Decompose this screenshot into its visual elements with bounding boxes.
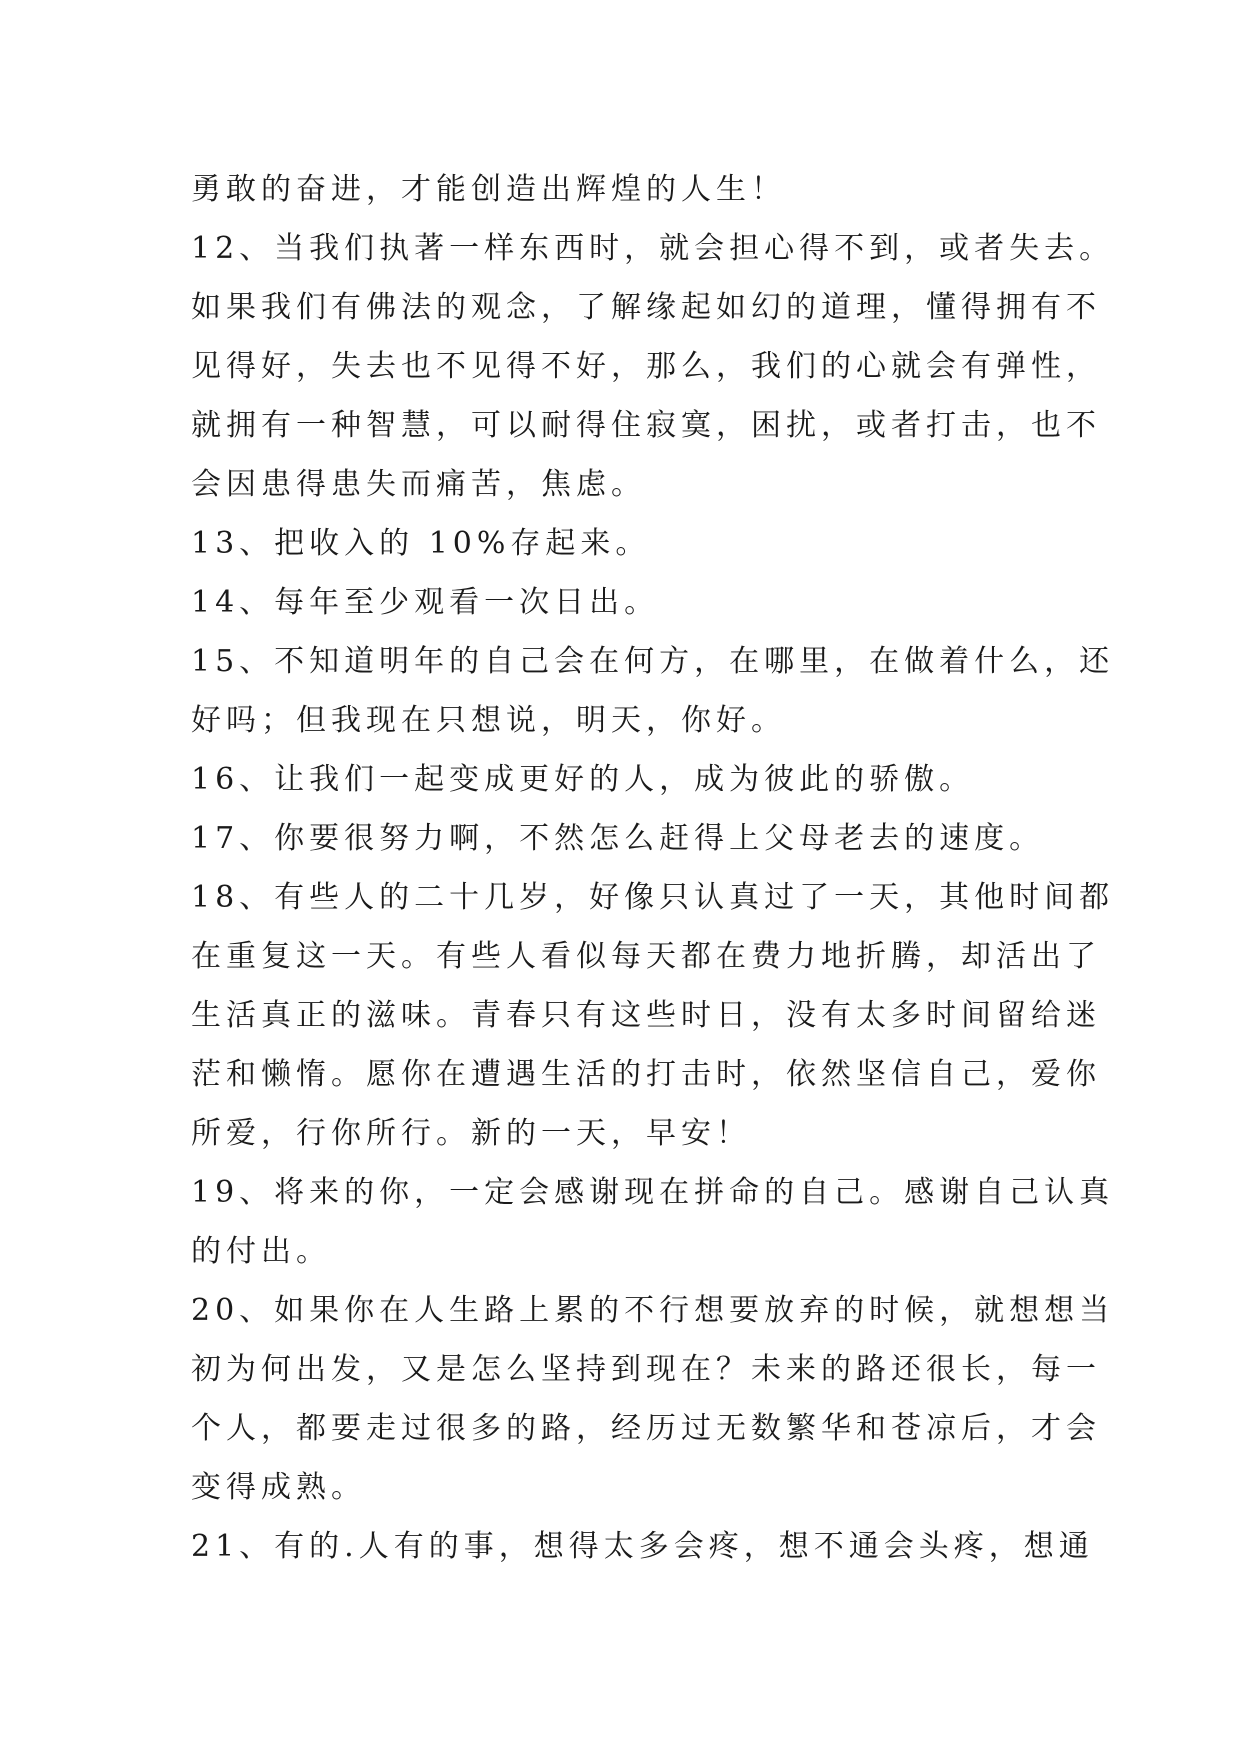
text-line: 在重复这一天。有些人看似每天都在费力地折腾，却活出了	[191, 939, 1101, 974]
text-line: 好吗；但我现在只想说，明天，你好。	[191, 703, 786, 738]
text-line: 所爱，行你所行。新的一天，早安！	[191, 1116, 751, 1151]
text-line: 勇敢的奋进，才能创造出辉煌的人生！	[191, 172, 786, 207]
text-line: 见得好，失去也不见得不好，那么，我们的心就会有弹性，	[191, 349, 1101, 384]
text-line: 20、如果你在人生路上累的不行想要放弃的时候，就想想当	[191, 1293, 1115, 1328]
text-line: 17、你要很努力啊，不然怎么赶得上父母老去的速度。	[191, 821, 1045, 856]
text-line: 茫和懒惰。愿你在遭遇生活的打击时，依然坚信自己，爱你	[191, 1057, 1101, 1092]
text-line: 13、把收入的 10%存起来。	[191, 526, 651, 561]
text-line: 19、将来的你，一定会感谢现在拼命的自己。感谢自己认真	[191, 1175, 1115, 1210]
text-line: 12、当我们执著一样东西时，就会担心得不到，或者失去。	[191, 231, 1115, 266]
text-line: 14、每年至少观看一次日出。	[191, 585, 660, 620]
text-line: 变得成熟。	[191, 1470, 366, 1505]
text-line: 个人，都要走过很多的路，经历过无数繁华和苍凉后，才会	[191, 1411, 1101, 1446]
text-line: 18、有些人的二十几岁，好像只认真过了一天，其他时间都	[191, 880, 1115, 915]
text-line: 16、让我们一起变成更好的人，成为彼此的骄傲。	[191, 762, 975, 797]
text-line: 初为何出发，又是怎么坚持到现在？未来的路还很长，每一	[191, 1352, 1101, 1387]
text-line: 生活真正的滋味。青春只有这些时日，没有太多时间留给迷	[191, 998, 1101, 1033]
text-line: 会因患得患失而痛苦，焦虑。	[191, 467, 646, 502]
text-line: 21、有的.人有的事，想得太多会疼，想不通会头疼，想通	[191, 1529, 1094, 1564]
text-line: 就拥有一种智慧，可以耐得住寂寞，困扰，或者打击，也不	[191, 408, 1101, 443]
text-line: 如果我们有佛法的观念，了解缘起如幻的道理，懂得拥有不	[191, 290, 1101, 325]
text-line: 15、不知道明年的自己会在何方，在哪里，在做着什么，还	[191, 644, 1115, 679]
body-text	[191, 160, 1115, 1576]
text-line: 的付出。	[191, 1234, 331, 1269]
